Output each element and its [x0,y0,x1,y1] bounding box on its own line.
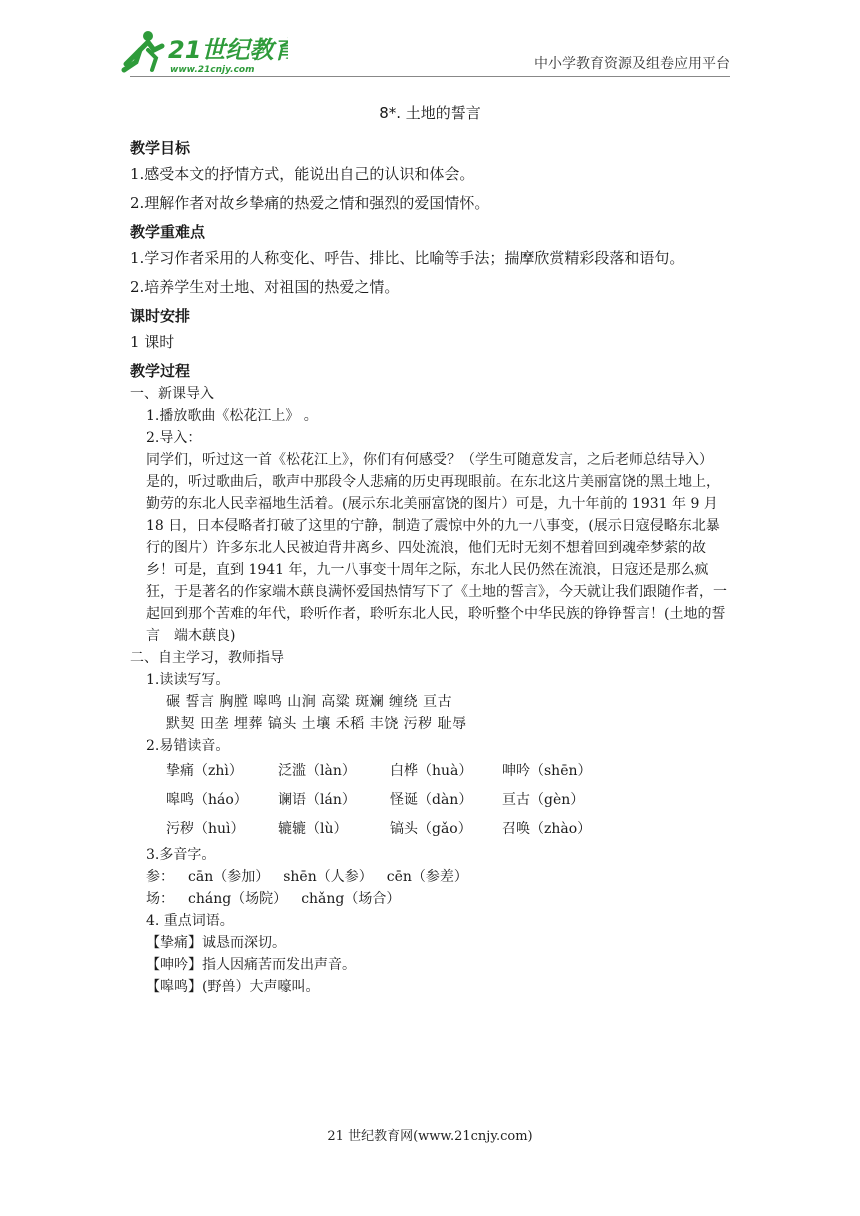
polyphone-chang [130,888,730,910]
read-write-title: 1.读读写写。 [146,672,230,688]
logo-url: www.21cnjy.com [170,65,255,75]
part1-para1: 同学们，听过这一首《松花江上》，你们有何感受？（学生可随意发言，之后老师总结导入） [146,452,713,468]
pinyin-item: 泛滥（làn） [278,763,356,779]
polyphone-reading: chǎng（场合） [301,891,401,907]
goal-item: 1.感受本文的抒情方式，能说出自己的认识和体会。 [130,165,475,183]
polyphone-reading: cēn（参差） [386,869,468,885]
polyphone-reading: cháng（场院） [188,891,288,907]
vocab-title: 4. 重点词语。 [146,913,234,929]
schedule-text: 1 课时 [130,333,175,351]
pinyin-item: 白桦（huà） [390,763,473,779]
page-footer: 21 世纪教育网(www.21cnjy.com) [327,1129,533,1144]
part1-step1: 1.播放歌曲《松花江上》 。 [146,408,318,424]
page-title: 8*. 土地的誓言 [379,104,481,122]
pinyin-item: 亘古（gèn） [502,792,585,808]
read-write-words-1: 碾 誓言 胸膛 嗥鸣 山涧 高粱 斑斓 缠绕 亘古 [166,694,453,710]
polyphone-title: 3.多音字。 [146,847,216,863]
polyphone-reading: shēn（人参） [283,869,373,885]
pronunciation-title: 2.易错读音。 [146,738,230,754]
pronunciation-row [130,757,730,786]
pinyin-item: 辘辘（lù） [278,821,348,837]
header-divider [130,76,730,77]
part1-para2: 是的，听过歌曲后，歌声中那段令人悲痛的历史再现眼前。在东北这片美丽富饶的黑土地上，勤劳的东北人民幸福地生活着。(展示东北美丽富饶的图片）可是，九十年前的 1931 年 9 月 18 日，日本侵略者打破了这里的宁静，制造了震惊中外的九一八事变，(展示日寇侵略东北暴行的图片）许多东北人民被迫背井离乡、四处流浪，他们无时无刻不想着回到魂牵梦萦的故乡！可是，直到 1941 年，九一八事变十周年之际，东北人民仍然在流浪，日寇还是那么疯狂，于是著名的作家端木蕻良满怀爱国热情写下了《土地的誓言》，今天就让我们跟随作者，一起回到那个苦难的年代，聆听作者，聆听东北人民，聆听整个中华民族的铮铮誓言！(土地的誓言 端木蕻良) [146,474,727,644]
logo-text: 21世纪教育 [168,36,288,64]
key-point-item: 2.培养学生对土地、对祖国的热爱之情。 [130,278,400,296]
pinyin-item: 嗥鸣（háo） [166,792,248,808]
pronunciation-row [130,815,730,844]
pinyin-item: 污秽（huì） [166,821,245,837]
pinyin-item: 召唤（zhào） [502,821,592,837]
pinyin-item: 挚痛（zhì） [166,763,243,779]
section-heading-goals: 教学目标 [130,139,191,157]
polyphone-reading: cān（参加） [188,869,270,885]
part1-step2: 2.导入： [146,430,202,446]
part1-title: 一、新课导入 [130,386,214,402]
polyphone-char: 场： [146,891,174,907]
vocab-item: 【挚痛】诚恳而深切。 [146,935,286,951]
pinyin-item: 镐头（gǎo） [390,821,472,837]
goal-item: 2.理解作者对故乡挚痛的热爱之情和强烈的爱国情怀。 [130,194,490,212]
pinyin-item: 怪诞（dàn） [390,792,473,808]
vocab-item: 【呻吟】指人因痛苦而发出声音。 [146,957,356,973]
section-heading-process: 教学过程 [130,362,191,380]
section-heading-key-points: 教学重难点 [130,223,206,241]
pinyin-item: 呻吟（shēn） [502,763,592,779]
lesson-plan [130,104,730,998]
runner-logo-icon [124,31,162,70]
platform-name: 中小学教育资源及组卷应用平台 [534,56,730,72]
polyphone-can [130,866,730,888]
key-point-item: 1.学习作者采用的人称变化、呼告、排比、比喻等手法；揣摩欣赏精彩段落和语句。 [130,249,685,267]
read-write-words-2: 默契 田垄 埋葬 镐头 土壤 禾稻 丰饶 污秽 耻辱 [166,716,467,732]
section-heading-schedule: 课时安排 [130,307,191,325]
site-logo [118,28,288,76]
pinyin-item: 谰语（lán） [278,792,356,808]
vocab-item: 【嗥鸣】(野兽）大声嚎叫。 [146,979,320,995]
polyphone-char: 参： [146,869,174,885]
pronunciation-row [130,786,730,815]
part2-title: 二、自主学习，教师指导 [130,650,284,666]
